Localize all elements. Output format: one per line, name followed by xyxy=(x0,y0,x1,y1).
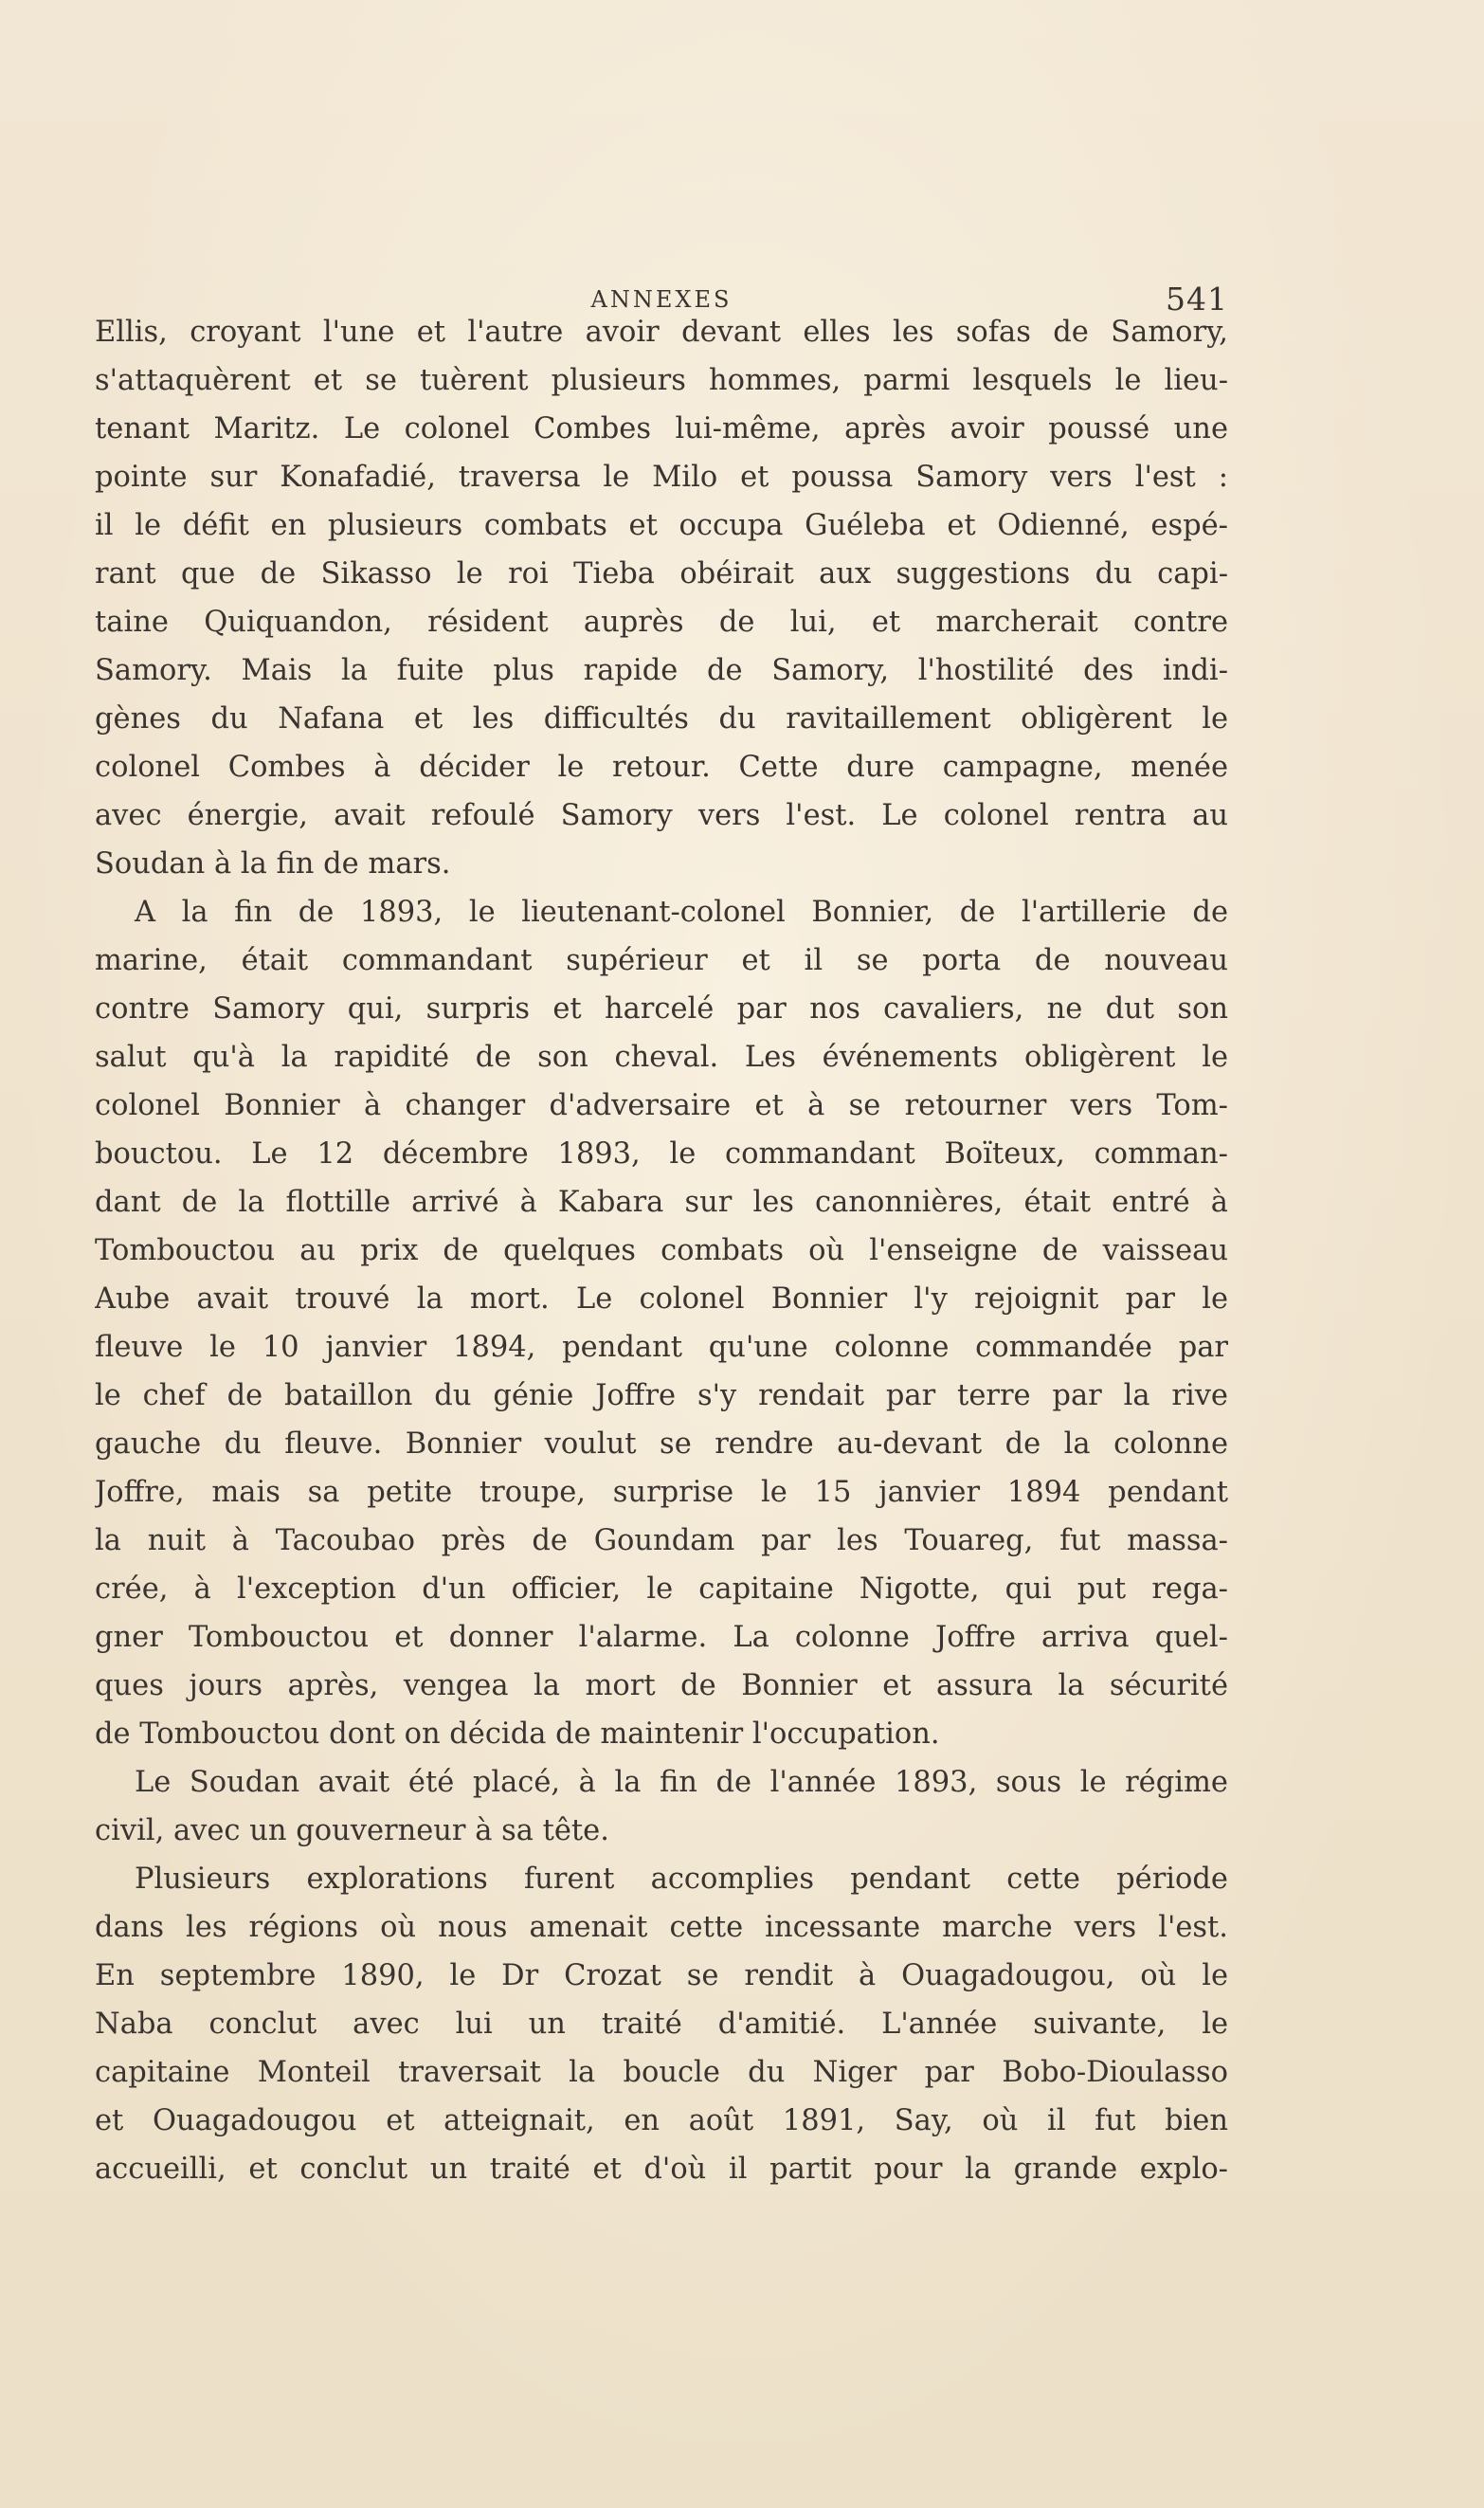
text-line: de Tombouctou dont on décida de maintenir l'occupation. xyxy=(95,1717,940,1751)
text-line: rant que de Sikasso le roi Tieba obéirait aux suggestions du capi- xyxy=(95,557,1228,591)
text-line: crée, à l'exception d'un officier, le capitaine Nigotte, qui put rega- xyxy=(95,1572,1228,1606)
text-line: colonel Bonnier à changer d'adversaire et à se retourner vers Tom- xyxy=(95,1089,1228,1122)
running-head: ANNEXES xyxy=(590,286,733,313)
text-line: accueilli, et conclut un traité et d'où il partit pour la grande explo- xyxy=(95,2153,1228,2186)
text-line: Ellis, croyant l'une et l'autre avoir devant elles les sofas de Samory, xyxy=(95,316,1228,349)
text-line: A la fin de 1893, le lieutenant-colonel Bonnier, de l'artillerie de xyxy=(135,896,1228,929)
text-line: salut qu'à la rapidité de son cheval. Les événements obligèrent le xyxy=(95,1041,1228,1074)
text-line: civil, avec un gouverneur à sa tête. xyxy=(95,1814,609,1847)
text-line: capitaine Monteil traversait la boucle du Niger par Bobo-Dioulasso xyxy=(95,2056,1228,2089)
text-line: Naba conclut avec lui un traité d'amitié. L'année suivante, le xyxy=(95,2008,1228,2041)
text-line: et Ouagadougou et atteignait, en août 1891, Say, où il fut bien xyxy=(95,2104,1228,2137)
text-line: gner Tombouctou et donner l'alarme. La colonne Joffre arriva quel- xyxy=(95,1621,1228,1654)
page-number: 541 xyxy=(1166,281,1228,318)
text-line: gauche du fleuve. Bonnier voulut se rendre au-devant de la colonne xyxy=(95,1427,1228,1461)
text-line: colonel Combes à décider le retour. Cette dure campagne, menée xyxy=(95,751,1228,784)
text-line: En septembre 1890, le Dr Crozat se rendit à Ouagadougou, où le xyxy=(95,1959,1228,1992)
text-line: la nuit à Tacoubao près de Goundam par les Touareg, fut massa- xyxy=(95,1524,1228,1557)
text-line: bouctou. Le 12 décembre 1893, le commandant Boïteux, comman- xyxy=(95,1137,1228,1171)
text-line: Aube avait trouvé la mort. Le colonel Bonnier l'y rejoignit par le xyxy=(95,1282,1228,1316)
text-line: gènes du Nafana et les difficultés du ravitaillement obligèrent le xyxy=(95,702,1228,736)
text-line: fleuve le 10 janvier 1894, pendant qu'une colonne commandée par xyxy=(95,1331,1228,1364)
text-line: contre Samory qui, surpris et harcelé par nos cavaliers, ne dut son xyxy=(95,992,1228,1026)
text-line: avec énergie, avait refoulé Samory vers l'est. Le colonel rentra au xyxy=(95,799,1228,832)
text-line: le chef de bataillon du génie Joffre s'y rendait par terre par la rive xyxy=(95,1379,1228,1412)
text-line: dans les régions où nous amenait cette incessante marche vers l'est. xyxy=(95,1911,1228,1944)
text-line: Plusieurs explorations furent accomplies pendant cette période xyxy=(135,1863,1228,1896)
body-text xyxy=(95,308,1228,2193)
text-line: il le défit en plusieurs combats et occupa Guéleba et Odienné, espé- xyxy=(95,509,1228,542)
text-line: s'attaquèrent et se tuèrent plusieurs hommes, parmi lesquels le lieu- xyxy=(95,364,1228,397)
text-line: Samory. Mais la fuite plus rapide de Samory, l'hostilité des indi- xyxy=(95,654,1228,687)
text-line: Tombouctou au prix de quelques combats où l'enseigne de vaisseau xyxy=(95,1234,1228,1267)
text-line: pointe sur Konafadié, traversa le Milo et poussa Samory vers l'est : xyxy=(95,461,1228,494)
text-line: ques jours après, vengea la mort de Bonnier et assura la sécurité xyxy=(95,1669,1228,1702)
text-line: Soudan à la fin de mars. xyxy=(95,847,451,881)
text-line: Joffre, mais sa petite troupe, surprise le 15 janvier 1894 pendant xyxy=(95,1476,1228,1509)
text-line: Le Soudan avait été placé, à la fin de l'année 1893, sous le régime xyxy=(135,1766,1228,1799)
text-line: dant de la flottille arrivé à Kabara sur les canonnières, était entré à xyxy=(95,1186,1228,1219)
text-line: tenant Maritz. Le colonel Combes lui-même, après avoir poussé une xyxy=(95,412,1228,445)
text-line: taine Quiquandon, résident auprès de lui, et marcherait contre xyxy=(95,606,1228,639)
text-line: marine, était commandant supérieur et il se porta de nouveau xyxy=(95,944,1228,977)
